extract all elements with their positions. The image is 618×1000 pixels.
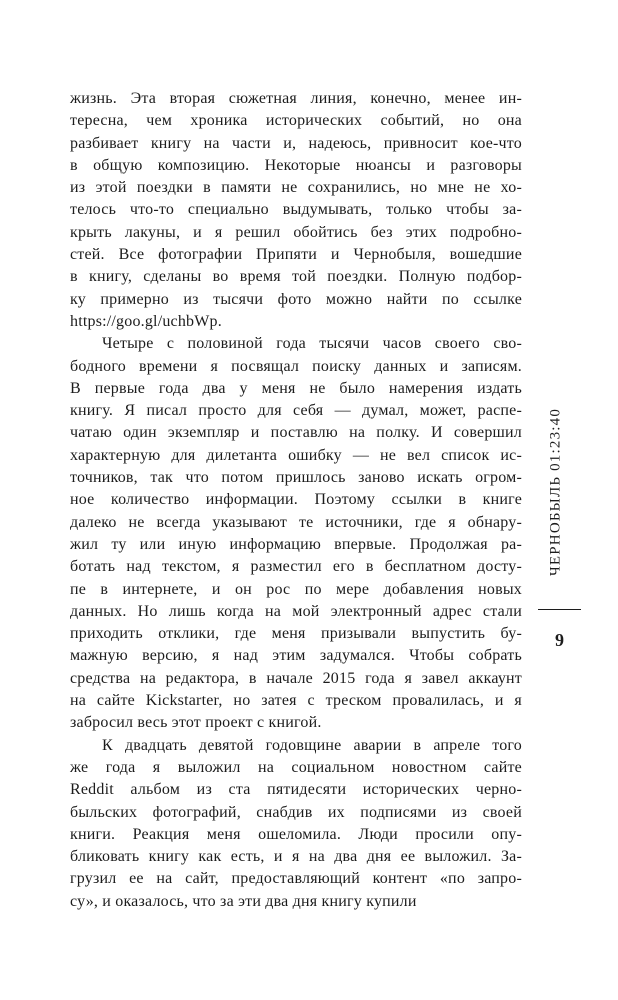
text-line: https://goo.gl/uchbWp. — [70, 312, 222, 330]
text-line: на сайте Kickstarter, но затея с треском провалилась, и я — [70, 692, 522, 710]
text-line: быльских фотографий, снабдив их подписями из своей — [70, 803, 522, 821]
text-line: ботать над текстом, я разместил его в бесплатном досту- — [70, 558, 522, 576]
divider — [538, 609, 581, 610]
text-line: жизнь. Эта вторая сюжетная линия, конечно, менее ин- — [70, 90, 522, 107]
page-number: 9 — [555, 630, 564, 650]
text-line: в общую композицию. Некоторые нюансы и разговоры — [70, 156, 522, 174]
text-line: жил ту или иную информацию впервые. Продолжая ра- — [70, 535, 522, 553]
text-line: бодного времени я посвящал поиску данных и записям. — [70, 357, 522, 375]
text-block — [70, 88, 522, 913]
text-line: разбивает книгу на части и, надеюсь, привносит кое-что — [70, 134, 522, 152]
text-line: книгу. Я писал просто для себя — думал, может, распе- — [70, 402, 522, 420]
text-line: телось что-то специально выдумывать, только чтобы за- — [70, 201, 522, 219]
text-line: средства на редактора, в начале 2015 года я завел аккаунт — [70, 669, 522, 687]
text-line: стей. Все фотографии Припяти и Чернобыля, вошедшие — [70, 246, 522, 264]
text-line: тересна, чем хроника исторических событий, но она — [70, 112, 522, 130]
text-line: мажную версию, я над этим задумался. Чтобы собрать — [70, 647, 522, 665]
text-line: пе в интернете, и он рос по мере добавления новых — [70, 580, 522, 598]
text-line: из этой поездки в памяти не сохранились, но мне не хо- — [70, 179, 522, 197]
text-line: ное количество информации. Поэтому ссылки в книге — [70, 491, 522, 509]
text-line: грузил ее на сайт, предоставляющий контент «по запро- — [70, 870, 522, 888]
text-line: В первые года два у меня не было намерения издать — [70, 379, 522, 397]
text-line: Четыре с половиной года тысячи часов своего сво- — [102, 335, 522, 353]
text-line: крыть лакуны, и я решил обойтись без этих подробно- — [70, 223, 522, 241]
text-line: данных. Но лишь когда на мой электронный адрес стали — [70, 602, 522, 620]
text-line: ку примерно из тысячи фото можно найти по ссылке — [70, 290, 522, 308]
running-title: ЧЕРНОБЫЛЬ 01:23:40 — [547, 407, 564, 577]
text-line: Reddit альбом из ста пятидесяти исторических черно- — [70, 781, 522, 799]
text-line: книги. Реакция меня ошеломила. Люди просили опу- — [70, 825, 522, 843]
text-line: К двадцать девятой годовщине аварии в апреле того — [102, 736, 522, 754]
text-line: забросил весь этот проект с книгой. — [70, 714, 322, 732]
text-line: же года я выложил на социальном новостном сайте — [70, 758, 522, 776]
text-line: характерную для дилетанта ошибку — не вел список ис- — [70, 446, 522, 464]
text-line: в книгу, сделаны во время той поездки. Полную подбор- — [70, 268, 522, 286]
text-line: точников, так что потом пришлось заново искать огром- — [70, 469, 522, 487]
text-line: приходить отклики, где меня призывали выпустить бу- — [70, 625, 522, 643]
text-line: далеко не всегда указывают те источники, где я обнару- — [70, 513, 522, 531]
text-line: чатаю один экземпляр и поставлю на полку. И совершил — [70, 424, 522, 442]
text-line: су», и оказалось, что за эти два дня книгу купили — [70, 892, 417, 910]
text-line: бликовать книгу как есть, и я на два дня ее выложил. За- — [70, 848, 522, 866]
